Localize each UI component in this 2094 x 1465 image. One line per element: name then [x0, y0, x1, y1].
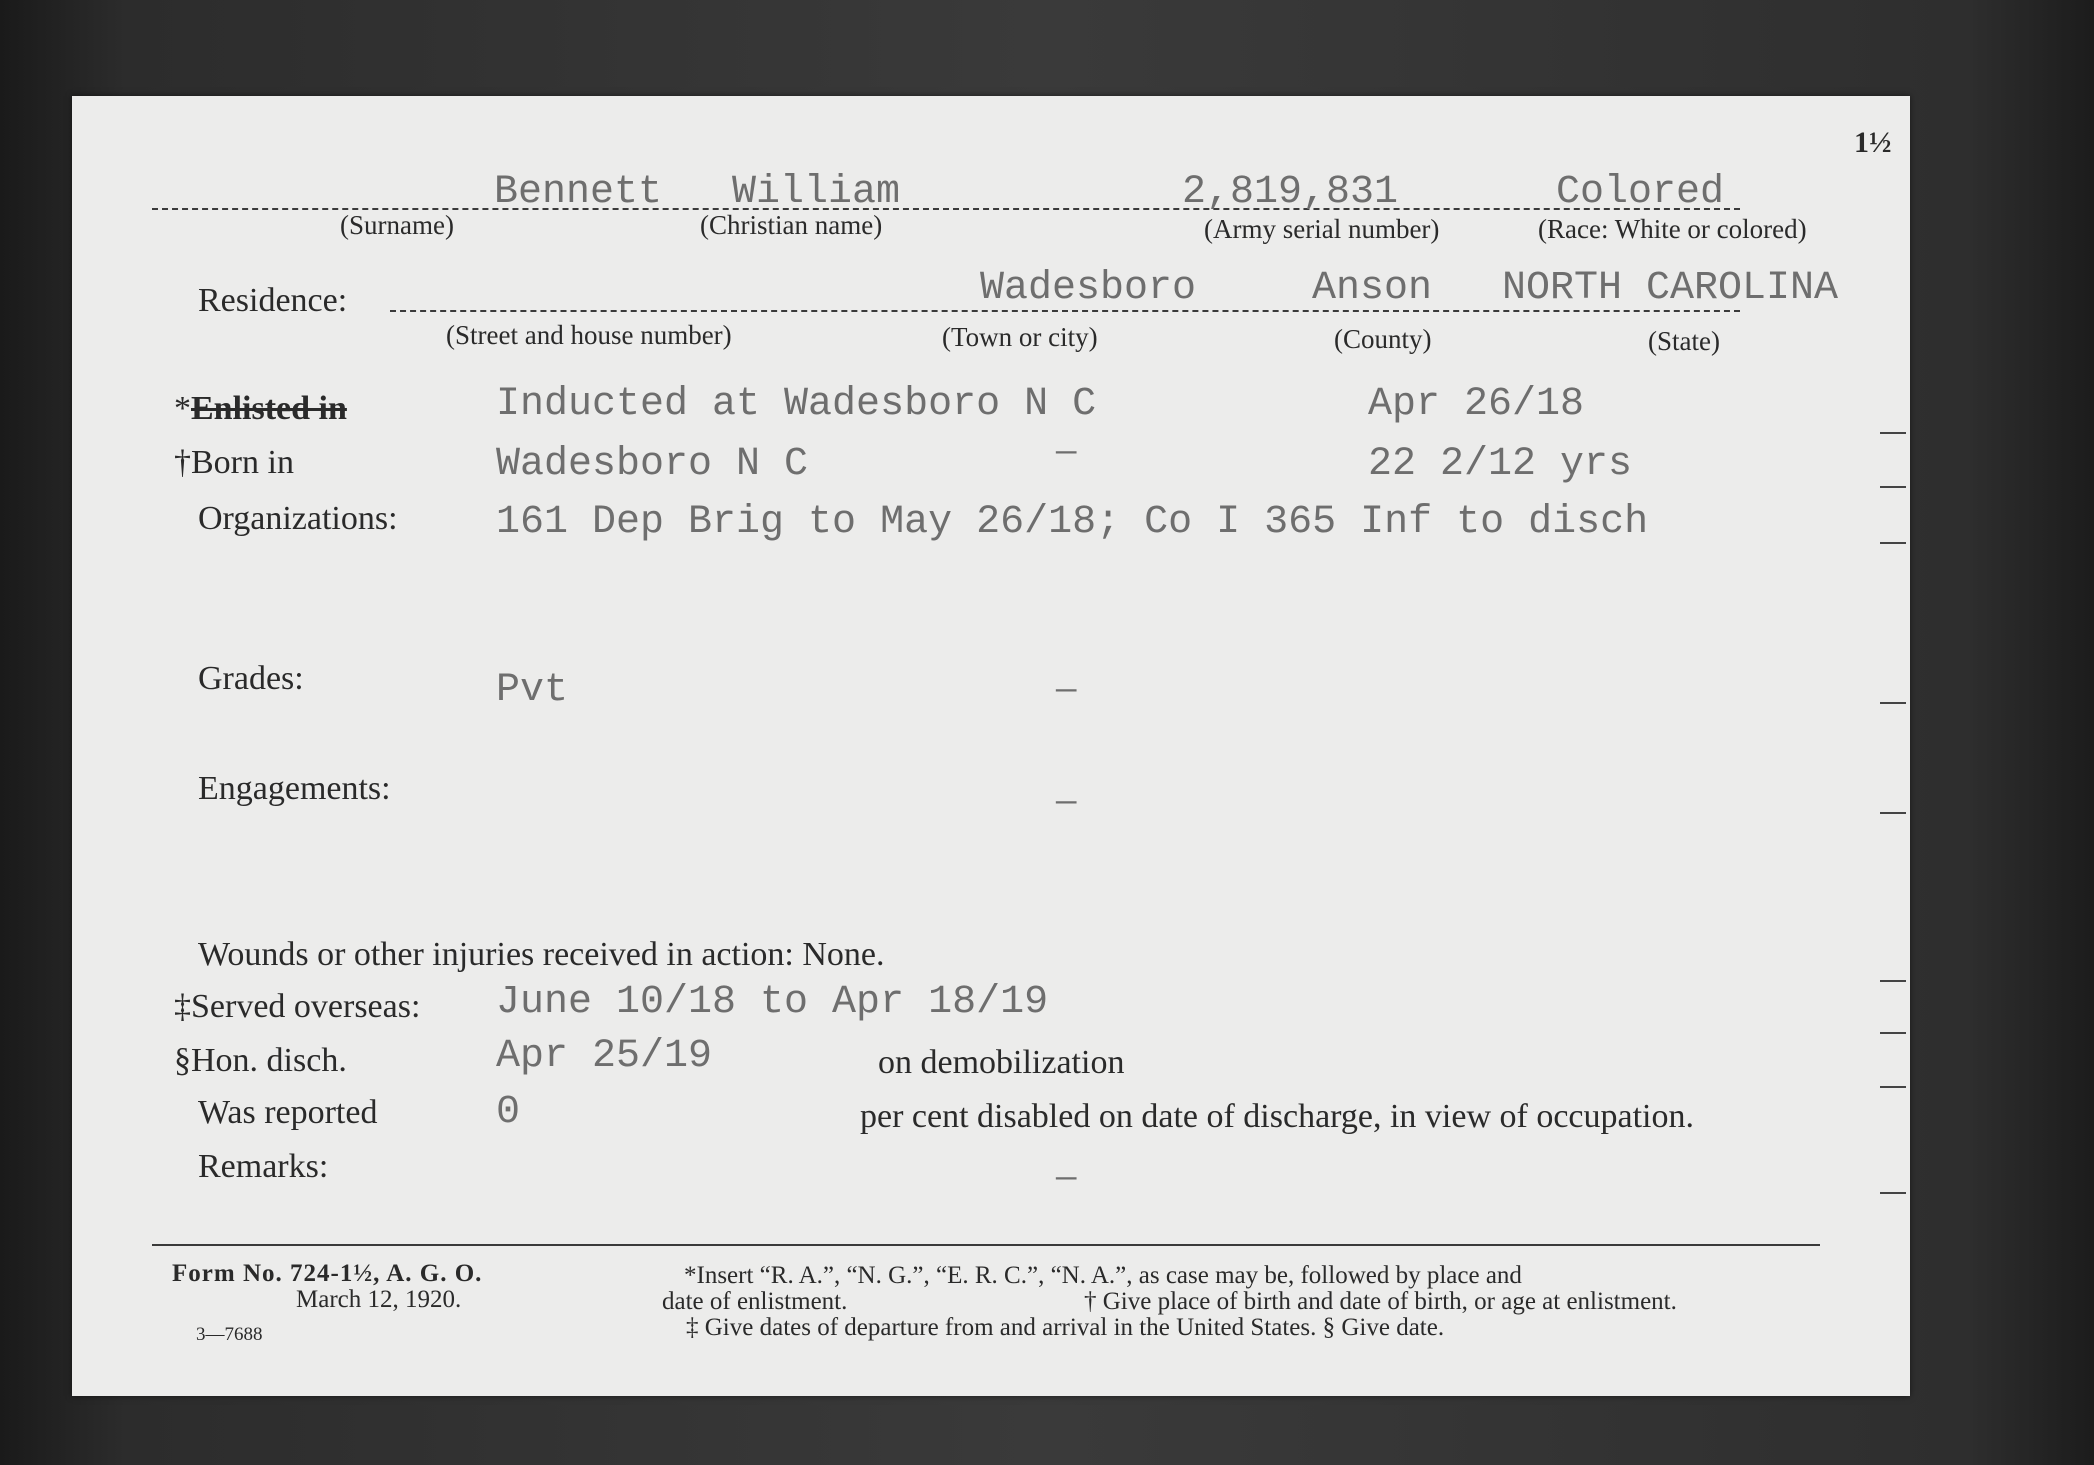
margin-dash [1880, 812, 1906, 814]
form-date: March 12, 1920. [296, 1286, 462, 1313]
serial-caption: (Army serial number) [1204, 214, 1440, 244]
footnote-overseas: ‡ Give dates of departure from and arrival in the United States. § Give date. [686, 1314, 1445, 1341]
overseas-value: June 10/18 to Apr 18/19 [496, 980, 1049, 1025]
reported-label: Was reported [198, 1094, 378, 1131]
born-label: †Born in [174, 444, 294, 481]
born-dash: — [1056, 434, 1077, 472]
margin-dash [1880, 1192, 1906, 1194]
serial-number-value: 2,819,831 [1182, 170, 1399, 215]
engagements-label: Engagements: [198, 770, 391, 807]
enlisted-label: *Enlisted in [174, 390, 347, 427]
christian-name-caption: (Christian name) [700, 210, 883, 240]
county-caption: (County) [1334, 324, 1432, 354]
margin-dash [1880, 486, 1906, 488]
enlisted-value: Inducted at Wadesboro N C [496, 382, 1097, 427]
residence-state-value: NORTH CAROLINA [1502, 266, 1839, 311]
corner-number: 1½ [1854, 126, 1892, 159]
service-record-card [72, 96, 1910, 1396]
remarks-label: Remarks: [198, 1148, 329, 1185]
grades-dash: — [1056, 672, 1077, 710]
margin-dash [1880, 980, 1906, 982]
town-caption: (Town or city) [942, 322, 1098, 352]
engagements-dash: — [1056, 784, 1077, 822]
race-value: Colored [1556, 170, 1725, 215]
reported-suffix: per cent disabled on date of discharge, in view of occupation. [860, 1098, 1694, 1135]
wounds-label: Wounds or other injuries received in action: None. [198, 936, 885, 973]
grades-label: Grades: [198, 660, 304, 697]
margin-dash [1880, 702, 1906, 704]
organizations-value: 161 Dep Brig to May 26/18; Co I 365 Inf to disch [496, 500, 1649, 545]
grades-value: Pvt [496, 668, 569, 713]
discharge-value: Apr 25/19 [496, 1034, 713, 1079]
footnote-insert-cont: date of enlistment. [662, 1288, 848, 1315]
race-caption: (Race: White or colored) [1538, 214, 1807, 244]
print-number: 3—7688 [196, 1324, 263, 1345]
residence-town-value: Wadesboro [980, 266, 1197, 311]
overseas-label: ‡Served overseas: [174, 988, 421, 1025]
born-value: Wadesboro N C [496, 442, 809, 487]
discharge-suffix: on demobilization [878, 1044, 1125, 1081]
enlisted-date-value: Apr 26/18 [1368, 382, 1585, 427]
surname-value: Bennett [494, 170, 663, 215]
footnote-insert: *Insert “R. A.”, “N. G.”, “E. R. C.”, “N. A.”, as case may be, followed by place and [684, 1262, 1522, 1289]
margin-dash [1880, 432, 1906, 434]
form-number: Form No. 724-1½, A. G. O. [172, 1260, 483, 1287]
christian-name-value: William [732, 170, 901, 215]
footer-rule [152, 1244, 1820, 1246]
margin-dash [1880, 1032, 1906, 1034]
margin-dash [1880, 1086, 1906, 1088]
remarks-dash: — [1056, 1160, 1077, 1198]
surname-caption: (Surname) [340, 210, 454, 240]
age-value: 22 2/12 yrs [1368, 442, 1633, 487]
margin-dash [1880, 542, 1906, 544]
street-caption: (Street and house number) [446, 320, 732, 350]
footnote-birth: † Give place of birth and date of birth, or age at enlistment. [1084, 1288, 1677, 1315]
organizations-label: Organizations: [198, 500, 398, 537]
state-caption: (State) [1648, 326, 1720, 356]
residence-label: Residence: [198, 282, 348, 319]
reported-value: 0 [496, 1090, 521, 1135]
residence-county-value: Anson [1312, 266, 1433, 311]
discharge-label: §Hon. disch. [174, 1042, 347, 1079]
